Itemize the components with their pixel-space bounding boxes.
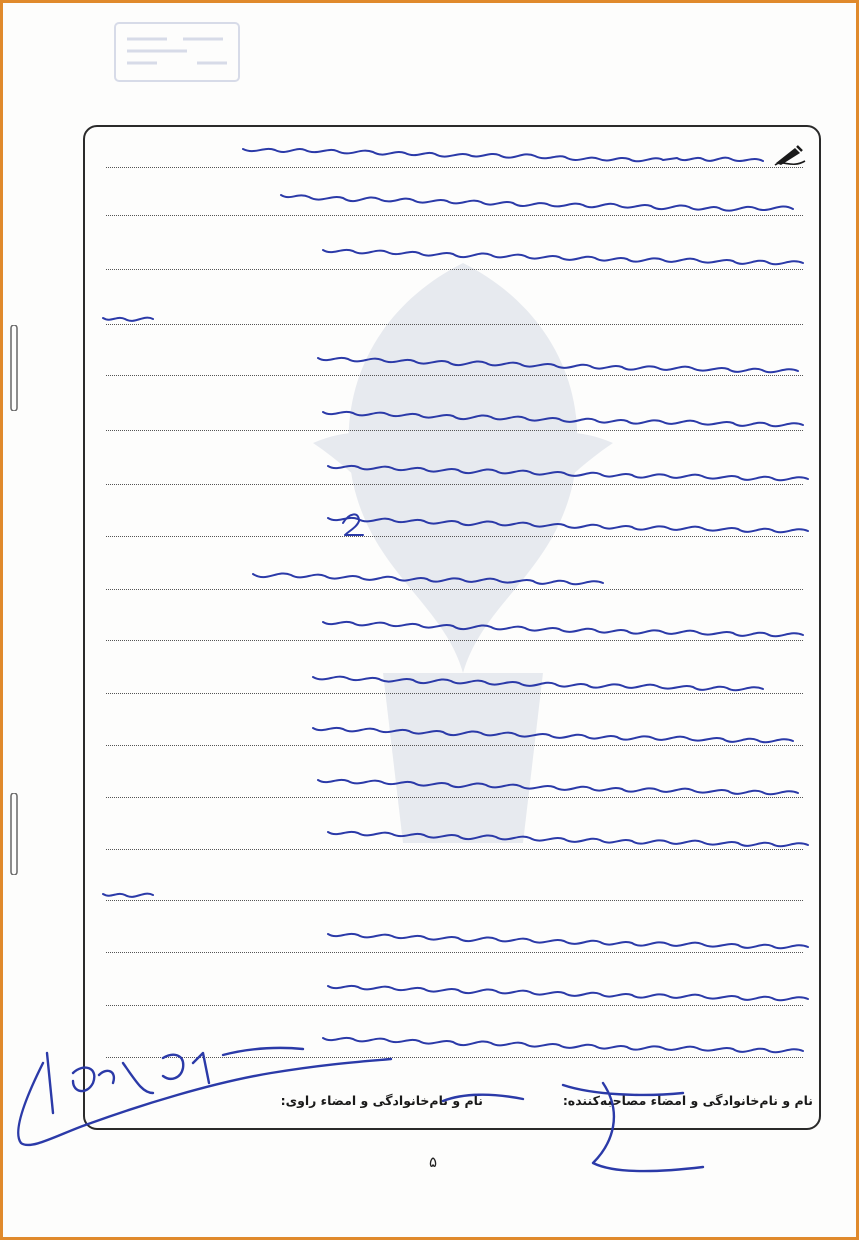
narrator-signature bbox=[18, 1048, 391, 1145]
handwritten-signatures bbox=[3, 3, 859, 1240]
interviewer-signature bbox=[443, 1083, 703, 1171]
binder-mark bbox=[9, 793, 19, 875]
interviewer-signature-label: نام و نام‌خانوادگی و امضاء مصاحبه‌کننده: bbox=[562, 1093, 813, 1108]
binder-mark bbox=[9, 325, 19, 411]
narrator-signature-label: نام و نام‌خانوادگی و امضاء راوی: bbox=[280, 1093, 483, 1108]
page-number: ۵ bbox=[428, 1153, 438, 1171]
